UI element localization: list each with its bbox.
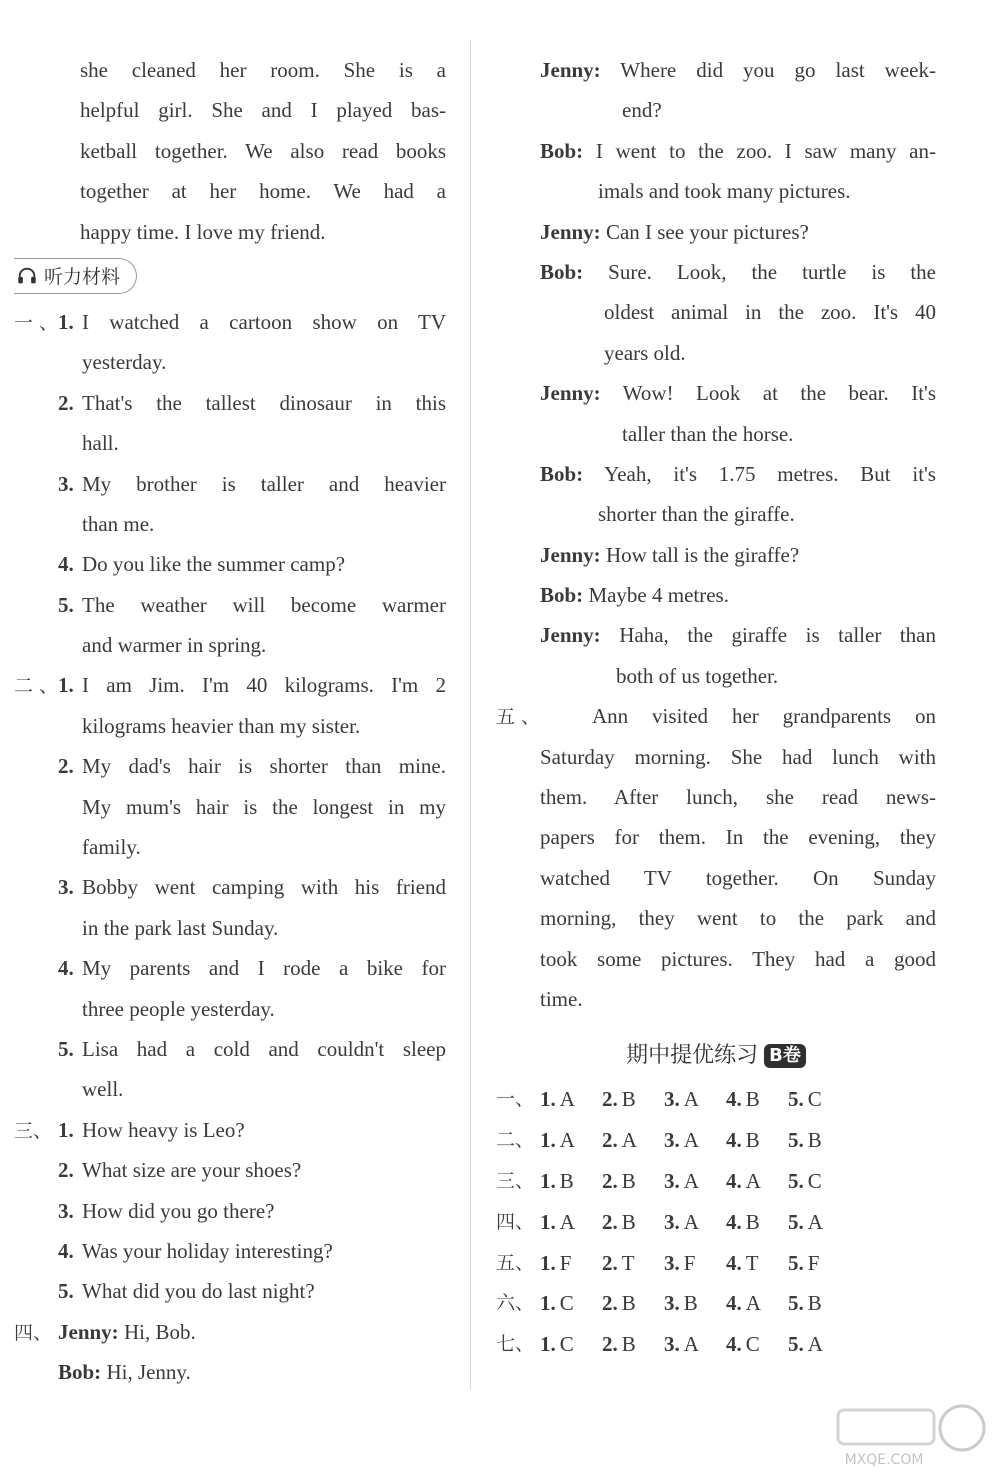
speaker-name: Jenny: bbox=[540, 542, 601, 567]
answer-value: B bbox=[621, 1087, 636, 1112]
dialog-text: Wow! Look at the bear. It's bbox=[622, 381, 936, 406]
dialog-text: oldest animal in the zoo. It's 40 bbox=[604, 300, 936, 325]
item-number: 3. bbox=[664, 1250, 680, 1275]
text-line: ketball together. We also read books bbox=[80, 138, 446, 163]
text-line: Was your holiday interesting? bbox=[82, 1238, 333, 1263]
item-number: 2. bbox=[602, 1168, 618, 1193]
column-divider bbox=[470, 40, 471, 1390]
watermark-logo bbox=[830, 1400, 990, 1470]
text-line: them. After lunch, she read news- bbox=[540, 785, 936, 810]
section-marker: 二、 bbox=[14, 675, 58, 698]
text-line: My dad's hair is shorter than mine. bbox=[82, 754, 446, 779]
dialog-text: end? bbox=[622, 98, 662, 123]
item-number: 3. bbox=[664, 1209, 680, 1234]
text-line: yesterday. bbox=[82, 350, 167, 375]
text-line: family. bbox=[82, 835, 141, 860]
dialog-text: Where did you go last week- bbox=[620, 58, 936, 82]
answer-value: A bbox=[559, 1128, 575, 1153]
item-number: 5. bbox=[788, 1087, 804, 1112]
item-number: 3. bbox=[664, 1168, 680, 1193]
item-number: 1. bbox=[540, 1168, 556, 1193]
answer-value: A bbox=[559, 1209, 575, 1234]
section-marker: 三、 bbox=[14, 1119, 53, 1142]
text-line: Do you like the summer camp? bbox=[82, 552, 346, 577]
dialog-text: I went to the zoo. I saw many an- bbox=[595, 138, 936, 163]
heading-label: 听力材料 bbox=[44, 266, 121, 289]
answer-value: F bbox=[559, 1250, 572, 1275]
answer-value: A bbox=[807, 1209, 823, 1234]
item-number: 3. bbox=[664, 1291, 680, 1316]
answer-value: T bbox=[621, 1250, 635, 1275]
text-line: together at her home. We had a bbox=[80, 179, 446, 204]
answer-value: B bbox=[807, 1291, 822, 1316]
text-line: and warmer in spring. bbox=[82, 633, 267, 658]
item-number: 3. bbox=[58, 471, 74, 496]
text-line: My mum's hair is the longest in my bbox=[82, 794, 446, 819]
dialog-text: Haha, the giraffe is taller than bbox=[619, 623, 937, 648]
text-line: Ann visited her grandparents on bbox=[592, 704, 936, 729]
text-line: kilograms heavier than my sister. bbox=[82, 713, 361, 738]
section-marker: 三、 bbox=[496, 1169, 535, 1192]
text-line: she cleaned her room. She is a bbox=[80, 58, 446, 82]
dialog-text: Hi, Jenny. bbox=[106, 1360, 191, 1385]
answer-value: A bbox=[683, 1128, 699, 1153]
item-number: 4. bbox=[726, 1332, 742, 1357]
speaker-name: Jenny: bbox=[540, 381, 601, 406]
answer-value: A bbox=[621, 1128, 637, 1153]
answer-value: B bbox=[621, 1291, 636, 1316]
section-marker: 二、 bbox=[496, 1129, 535, 1152]
text-line: hall. bbox=[82, 431, 119, 456]
answer-row bbox=[496, 1161, 936, 1202]
left-column bbox=[14, 50, 446, 1393]
dialog-text: years old. bbox=[604, 340, 686, 365]
section-title bbox=[496, 1033, 936, 1079]
item-number: 3. bbox=[58, 1198, 74, 1223]
text-line: happy time. I love my friend. bbox=[80, 219, 326, 244]
item-number: 5. bbox=[58, 1279, 74, 1304]
dialog-text: Maybe 4 metres. bbox=[588, 583, 729, 608]
text-line: watched TV together. On Sunday bbox=[540, 865, 936, 890]
dialog-text: Yeah, it's 1.75 metres. But it's bbox=[604, 461, 936, 486]
item-number: 2. bbox=[602, 1250, 618, 1275]
section-2 bbox=[14, 665, 446, 1109]
item-number: 5. bbox=[58, 1036, 74, 1061]
answer-value: C bbox=[559, 1291, 574, 1316]
text-line: Lisa had a cold and couldn't sleep bbox=[82, 1036, 446, 1061]
section-3 bbox=[14, 1110, 446, 1312]
section-title-text: 期中提优练习 bbox=[626, 1043, 759, 1069]
section-marker: 四、 bbox=[14, 1321, 53, 1344]
text-line: Saturday morning. She had lunch with bbox=[540, 744, 936, 769]
answer-row bbox=[496, 1120, 936, 1161]
item-number: 4. bbox=[726, 1209, 742, 1234]
dialog bbox=[496, 50, 936, 696]
answer-value: C bbox=[559, 1332, 574, 1357]
item-number: 4. bbox=[726, 1291, 742, 1316]
speaker-name: Jenny: bbox=[540, 623, 601, 648]
dialog-text: both of us together. bbox=[616, 663, 779, 688]
speaker-name: Jenny: bbox=[540, 219, 601, 244]
answer-value: B bbox=[745, 1087, 760, 1112]
section-marker: 七、 bbox=[496, 1333, 535, 1356]
item-number: 5. bbox=[788, 1291, 804, 1316]
answer-value: T bbox=[745, 1250, 759, 1275]
item-number: 2. bbox=[58, 1158, 74, 1183]
answer-value: B bbox=[621, 1332, 636, 1357]
item-number: 3. bbox=[664, 1128, 680, 1153]
item-number: 1. bbox=[540, 1128, 556, 1153]
section-badge: B卷 bbox=[764, 1044, 806, 1068]
item-number: 5. bbox=[788, 1332, 804, 1357]
answer-row bbox=[496, 1202, 936, 1243]
answer-value: A bbox=[683, 1209, 699, 1234]
section-marker: 六、 bbox=[496, 1292, 535, 1315]
dialog-text: Hi, Bob. bbox=[123, 1319, 196, 1344]
item-number: 4. bbox=[58, 552, 74, 577]
item-number: 1. bbox=[58, 309, 74, 334]
text-line: papers for them. In the evening, they bbox=[540, 825, 936, 850]
item-number: 2. bbox=[602, 1087, 618, 1112]
item-number: 5. bbox=[788, 1168, 804, 1193]
answer-value: B bbox=[621, 1168, 636, 1193]
text-line: in the park last Sunday. bbox=[82, 915, 279, 940]
text-line: My parents and I rode a bike for bbox=[82, 956, 446, 981]
answer-value: A bbox=[683, 1087, 699, 1112]
section-marker: 五、 bbox=[496, 706, 540, 729]
answer-value: F bbox=[807, 1250, 820, 1275]
section-marker: 四、 bbox=[496, 1210, 535, 1233]
item-number: 1. bbox=[540, 1291, 556, 1316]
section-marker: 一、 bbox=[496, 1088, 535, 1111]
item-number: 1. bbox=[58, 673, 74, 698]
text-line: What size are your shoes? bbox=[82, 1158, 302, 1183]
watermark-text: MXQE.COM bbox=[844, 1452, 924, 1468]
text-line: morning, they went to the park and bbox=[540, 906, 936, 931]
text-line: helpful girl. She and I played bas- bbox=[80, 98, 446, 123]
item-number: 5. bbox=[788, 1128, 804, 1153]
answer-value: A bbox=[745, 1291, 761, 1316]
intro-paragraph bbox=[14, 50, 446, 252]
item-number: 5. bbox=[788, 1250, 804, 1275]
answer-value: C bbox=[807, 1168, 822, 1193]
item-number: 4. bbox=[726, 1250, 742, 1275]
answer-value: A bbox=[683, 1332, 699, 1357]
speaker-name: Bob: bbox=[540, 138, 584, 163]
answer-row bbox=[496, 1283, 936, 1324]
item-number: 1. bbox=[540, 1332, 556, 1357]
item-number: 2. bbox=[58, 754, 74, 779]
answer-row bbox=[496, 1243, 936, 1284]
speaker-name: Bob: bbox=[540, 259, 584, 284]
item-number: 3. bbox=[58, 875, 74, 900]
item-number: 4. bbox=[58, 956, 74, 981]
answer-row bbox=[496, 1079, 936, 1120]
answer-key bbox=[496, 1079, 936, 1365]
text-line: well. bbox=[82, 1077, 124, 1102]
text-line: My brother is taller and heavier bbox=[82, 471, 446, 496]
text-line: The weather will become warmer bbox=[82, 592, 446, 617]
right-column bbox=[496, 50, 936, 1365]
dialog-text: How tall is the giraffe? bbox=[605, 542, 800, 567]
item-number: 5. bbox=[58, 592, 74, 617]
answer-value: A bbox=[559, 1087, 575, 1112]
item-number: 1. bbox=[540, 1087, 556, 1112]
listening-material-heading bbox=[14, 254, 446, 298]
item-number: 1. bbox=[540, 1209, 556, 1234]
answer-value: F bbox=[683, 1250, 696, 1275]
text-line: That's the tallest dinosaur in this bbox=[82, 390, 446, 415]
text-line: How did you go there? bbox=[82, 1198, 275, 1223]
dialog-text: imals and took many pictures. bbox=[598, 179, 851, 204]
speaker-name: Jenny: bbox=[540, 58, 601, 82]
text-line: three people yesterday. bbox=[82, 996, 275, 1021]
answer-value: C bbox=[807, 1087, 822, 1112]
answer-value: B bbox=[745, 1128, 760, 1153]
text-line: What did you do last night? bbox=[82, 1279, 315, 1304]
answer-value: C bbox=[745, 1332, 760, 1357]
text-line: Bobby went camping with his friend bbox=[82, 875, 446, 900]
item-number: 5. bbox=[788, 1209, 804, 1234]
speaker-name: Bob: bbox=[540, 583, 584, 608]
text-line: than me. bbox=[82, 511, 155, 536]
item-number: 1. bbox=[58, 1117, 74, 1142]
speaker-name: Bob: bbox=[540, 461, 584, 486]
headphone-icon bbox=[16, 265, 38, 287]
item-number: 4. bbox=[726, 1087, 742, 1112]
item-number: 4. bbox=[58, 1238, 74, 1263]
answer-value: B bbox=[683, 1291, 698, 1316]
dialog-text: Can I see your pictures? bbox=[605, 219, 809, 244]
section-5 bbox=[496, 696, 936, 1019]
answer-value: A bbox=[745, 1168, 761, 1193]
section-marker: 五、 bbox=[496, 1251, 535, 1274]
answer-value: B bbox=[745, 1209, 760, 1234]
answer-value: A bbox=[807, 1332, 823, 1357]
answer-value: B bbox=[621, 1209, 636, 1234]
text-line: How heavy is Leo? bbox=[82, 1117, 245, 1142]
item-number: 1. bbox=[540, 1250, 556, 1275]
section-4 bbox=[14, 1312, 446, 1393]
answer-value: B bbox=[807, 1128, 822, 1153]
item-number: 4. bbox=[726, 1168, 742, 1193]
answer-value: B bbox=[559, 1168, 574, 1193]
item-number: 2. bbox=[58, 390, 74, 415]
item-number: 4. bbox=[726, 1128, 742, 1153]
text-line: time. bbox=[540, 986, 583, 1011]
text-line: took some pictures. They had a good bbox=[540, 946, 936, 971]
speaker-name: Bob: bbox=[58, 1360, 102, 1385]
answer-row bbox=[496, 1324, 936, 1365]
dialog-text: Sure. Look, the turtle is the bbox=[608, 259, 936, 284]
answer-value: A bbox=[683, 1168, 699, 1193]
section-1 bbox=[14, 302, 446, 666]
speaker-name: Jenny: bbox=[58, 1319, 119, 1344]
section-marker: 一、 bbox=[14, 311, 58, 334]
item-number: 3. bbox=[664, 1087, 680, 1112]
item-number: 2. bbox=[602, 1128, 618, 1153]
item-number: 2. bbox=[602, 1332, 618, 1357]
item-number: 3. bbox=[664, 1332, 680, 1357]
dialog-text: shorter than the giraffe. bbox=[598, 502, 795, 527]
text-line: I am Jim. I'm 40 kilograms. I'm 2 bbox=[82, 673, 446, 698]
text-line: I watched a cartoon show on TV bbox=[82, 309, 446, 334]
item-number: 2. bbox=[602, 1209, 618, 1234]
dialog-text: taller than the horse. bbox=[622, 421, 794, 446]
item-number: 2. bbox=[602, 1291, 618, 1316]
